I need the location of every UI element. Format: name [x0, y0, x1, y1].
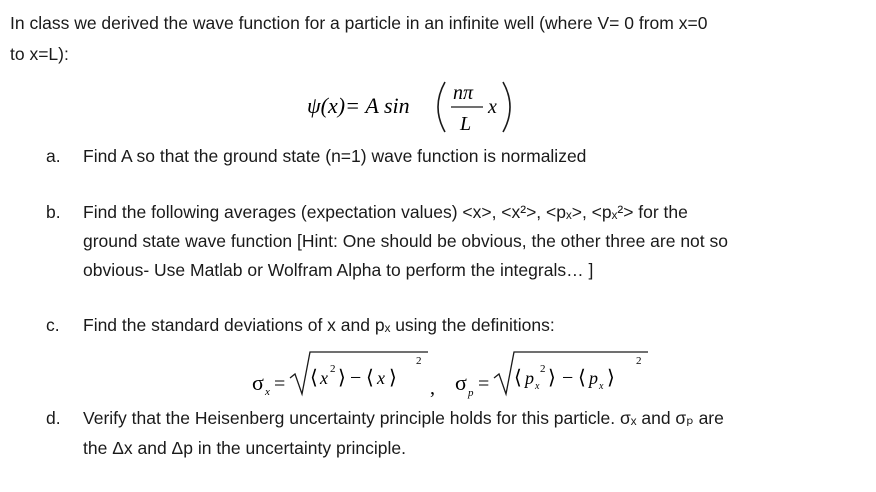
- item-b-line-3: obvious- Use Matlab or Wolfram Alpha to perform the integrals… ]: [83, 260, 594, 280]
- sigma-x-x-var-2: x: [377, 368, 385, 388]
- item-marker-d: d.: [46, 408, 61, 428]
- item-a-line-1: Find A so that the ground state (n=1) wave function is normalized: [83, 146, 587, 166]
- item-d-line-2: the Δx and Δp in the uncertainty principle.: [83, 438, 407, 458]
- sigma-p-symbol: σ: [455, 370, 467, 395]
- equation-denominator: L: [460, 113, 472, 135]
- sigma-p-minus: −: [562, 367, 574, 389]
- intro-line-2: to x=L):: [10, 44, 69, 64]
- sigma-x-x-exp: 2: [330, 363, 336, 375]
- sigma-x-equals: =: [274, 373, 286, 395]
- sigma-x-minus: −: [350, 367, 362, 389]
- sigma-p-outer-exp: 2: [636, 355, 642, 367]
- sigma-x-symbol: σ: [252, 370, 264, 395]
- sigma-p-close1: ⟩: [548, 367, 556, 389]
- sigma-x-x-var: x: [320, 368, 328, 388]
- sigma-x-open2: ⟨: [366, 367, 374, 389]
- equation-variable: x: [488, 96, 497, 118]
- item-marker-b: b.: [46, 202, 61, 222]
- sigma-x-close: ⟩: [338, 367, 346, 389]
- sigma-p-open1: ⟨: [514, 367, 522, 389]
- sigma-p-equals: =: [478, 373, 490, 395]
- sigma-x-outer-exp: 2: [416, 355, 422, 367]
- item-b-line-2: ground state wave function [Hint: One should be obvious, the other three are not so: [83, 231, 728, 251]
- equation-numerator: nπ: [453, 82, 474, 104]
- sigma-p-p-var: p: [525, 368, 534, 388]
- item-marker-a: a.: [46, 146, 61, 166]
- equation-right-paren: [503, 82, 510, 132]
- item-c-line-1: Find the standard deviations of x and pₓ using the definitions:: [83, 315, 555, 335]
- sigma-p-open2: ⟨: [578, 367, 586, 389]
- item-b-line-1: Find the following averages (expectation values) <x>, <x²>, <pₓ>, <pₓ²> for the: [83, 202, 688, 222]
- sigma-p-p-var-2: p: [589, 368, 598, 388]
- standard-deviation-equations: [250, 344, 670, 404]
- item-marker-c: c.: [46, 315, 60, 335]
- sigma-x-subscript: x: [265, 386, 270, 398]
- sigma-x-mean-x2: ⟨: [310, 367, 318, 389]
- wave-function-equation: [305, 76, 535, 138]
- sigma-p-subscript: p: [468, 387, 474, 399]
- sigma-p-p-sub-2: x: [599, 381, 604, 392]
- sigma-p-p-exp: 2: [540, 363, 546, 375]
- sigma-x-close2: ⟩: [389, 367, 397, 389]
- equation-left-paren: [438, 82, 445, 132]
- sigma-comma: ,: [430, 377, 435, 399]
- item-d-line-1: Verify that the Heisenberg uncertainty principle holds for this particle. σₓ and σₚ are: [83, 408, 724, 428]
- equation-lhs: ψ(x)= A sin: [307, 93, 410, 118]
- intro-line-1: In class we derived the wave function for a particle in an infinite well (where V= 0 from x=0: [10, 13, 708, 33]
- sigma-p-close2: ⟩: [607, 367, 615, 389]
- sigma-p-p-sub: x: [535, 381, 540, 392]
